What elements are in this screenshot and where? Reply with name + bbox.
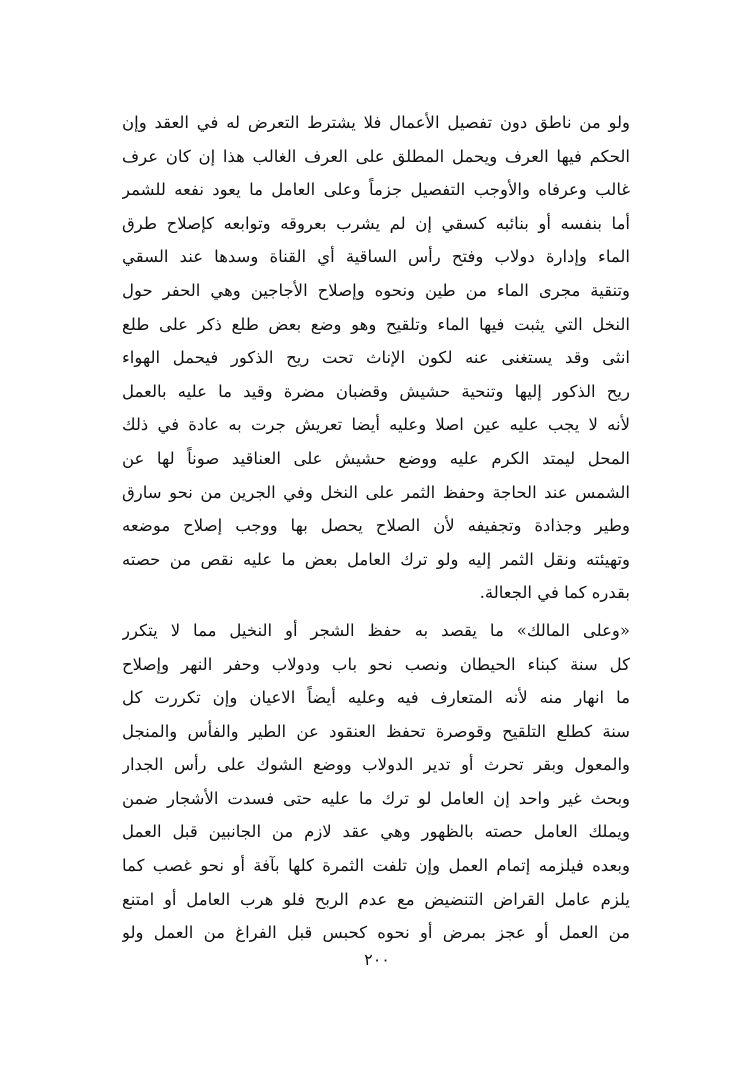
text-line: انثى وقد يستغنى عنه لكون الإناث تحت ريح الذكور فيحمل الهواء	[122, 348, 630, 368]
text-line: وتهيئته ونقل الثمر إليه ولو ترك العامل بعض ما عليه نقص من حصته	[122, 549, 630, 569]
text-line: ولو من ناطق دون تفصيل الأعمال فلا يشترط التعرض له في العقد وإن	[122, 113, 630, 132]
text-line: لأنه لا يجب عليه عين اصلا وعليه أيضا تعريش جرت به عادة في ذلك	[122, 415, 630, 435]
text-line: والمعول وبقر تحرث أو تدير الدولاب ووضع الشوك على رأس الجدار	[122, 755, 630, 775]
text-line: الحكم فيها العرف ويحمل المطلق على العرف الغالب هذا إن كان عرف	[122, 146, 630, 166]
text-line: النخل التي يثبت فيها الماء وتلقيح وهو وضع بعض طلع ذكر على طلع	[122, 314, 630, 334]
text-line: وبحث غير واحد إن العامل لو ترك ما عليه حتى فسدت الأشجار ضمن	[122, 788, 630, 808]
text-line: وبعده فيلزمه إتمام العمل وإن تلفت الثمرة كلها بآفة أو نحو غصب كما	[122, 856, 630, 876]
text-line: من العمل أو عجز بمرض أو نحوه كحبس قبل الفراغ من العمل ولو	[122, 923, 630, 943]
text-line: غالب وعرفاه والأوجب التفصيل جزماً وعلى العامل ما يعود نفعه للشمر	[122, 180, 630, 200]
text-line: يلزم عامل القراض التنضيض مع عدم الربح فلو هرب العامل أو امتنع	[122, 889, 630, 909]
text-line: الماء وإدارة دولاب وفتح رأس الساقية أي القناة وسدها عند السقي	[122, 247, 630, 267]
text-line-paragraph-end: بقدره كما في الجعالة.	[479, 583, 630, 603]
text-line-paragraph-start: «وعلى المالك» ما يقصد به حفظ الشجر أو النخيل مما لا يتكرر	[122, 620, 630, 640]
text-line: المحل ليمتد الكرم عليه ووضع حشيش على العناقيد صوناً لها عن	[122, 448, 630, 468]
text-line: كل سنة كبناء الحيطان ونصب نحو باب ودولاب وحفر النهر وإصلاح	[122, 654, 630, 674]
page-number: ٢٠٠	[364, 950, 390, 969]
text-line: ريح الذكور إليها وتنحية حشيش وقضبان مضرة وقيد ما عليه بالعمل	[122, 381, 630, 401]
text-line: أما بنفسه أو بنائبه كسقي إن لم يشرب بعروقه وتوابعه كإصلاح طرق	[122, 213, 630, 233]
text-line: سنة كطلع التلقيح وقوصرة تحفظ العنقود عن الطير والفأس والمنجل	[122, 721, 630, 741]
body-text	[122, 106, 630, 950]
text-line: ويملك العامل حصته بالظهور وهي عقد لازم من الجانبين قبل العمل	[122, 822, 630, 842]
text-line: الشمس عند الحاجة وحفظ الثمر على النخل وفي الجرين من نحو سارق	[122, 482, 630, 502]
text-line: ما انهار منه لأنه المتعارف فيه وعليه أيضاً الاعيان وإن تكررت كل	[122, 688, 630, 708]
text-line: وطير وجذادة وتجفيفه لأن الصلاح يحصل بها ووجب إصلاح موضعه	[122, 516, 630, 536]
text-line: وتنقية مجرى الماء من طين ونحوه وإصلاح الأجاجين وهي الحفر حول	[122, 280, 630, 300]
